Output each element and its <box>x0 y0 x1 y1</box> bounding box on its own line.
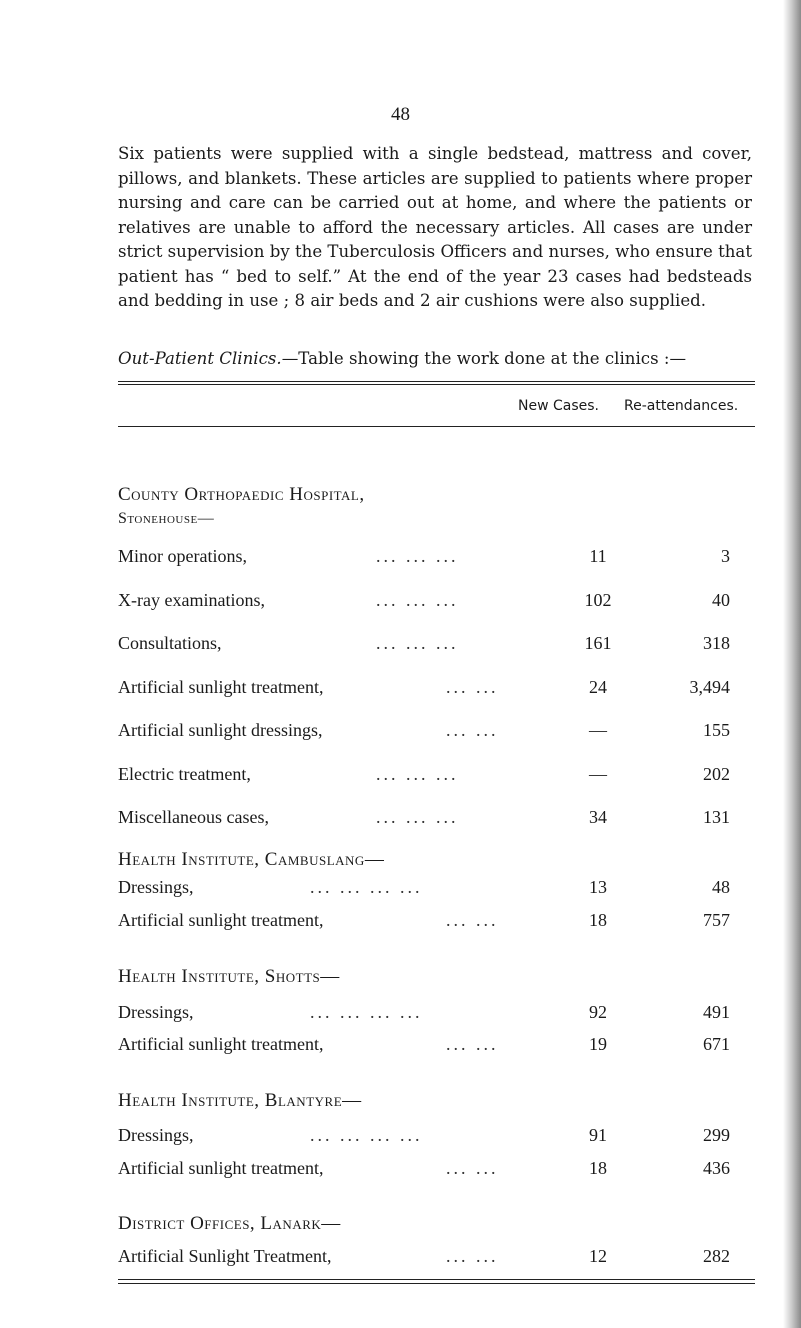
new-cases-value: 11 <box>589 546 607 566</box>
new-cases-value: 12 <box>589 1246 607 1266</box>
leader-dots: ... ... ... ... <box>310 877 423 897</box>
leader-dots: ... ... ... <box>376 633 459 653</box>
table-row <box>118 590 758 614</box>
re-attendances-value: 318 <box>703 633 730 653</box>
re-attendances-value: 40 <box>712 590 730 610</box>
table-row <box>118 546 758 570</box>
new-cases-value: 19 <box>589 1034 607 1054</box>
new-cases-value: 92 <box>589 1002 607 1022</box>
header-rule <box>118 426 755 427</box>
leader-dots: ... ... <box>446 720 499 740</box>
leader-dots: ... ... <box>446 1246 499 1266</box>
table-top-rule-2 <box>118 384 755 385</box>
re-attendances-value: 131 <box>703 807 730 827</box>
re-attendances-value: 757 <box>703 910 730 930</box>
page-edge-shadow <box>783 0 801 1328</box>
new-cases-value: 102 <box>584 590 612 610</box>
table-row <box>118 633 758 657</box>
table-intro <box>118 349 758 368</box>
leader-dots: ... ... <box>446 910 499 930</box>
row-label: Artificial sunlight treatment, <box>118 910 324 930</box>
new-cases-value: 24 <box>589 677 607 697</box>
new-cases-value: 18 <box>589 1158 607 1178</box>
new-cases-value: 13 <box>589 877 607 897</box>
table-row <box>118 910 758 934</box>
table-row <box>118 877 758 901</box>
re-attendances-value: 671 <box>703 1034 730 1054</box>
new-cases-value: 18 <box>589 910 607 930</box>
table-row <box>118 1246 758 1270</box>
row-label: Artificial sunlight dressings, <box>118 720 323 740</box>
table-row <box>118 1034 758 1058</box>
table-row <box>118 1125 758 1149</box>
new-cases-value: — <box>589 764 607 784</box>
header-new-cases: New Cases. <box>518 398 599 414</box>
table-row <box>118 1002 758 1026</box>
table-intro-label: Out-Patient Clinics. <box>118 349 282 368</box>
re-attendances-value: 282 <box>703 1246 730 1266</box>
body-paragraph: Six patients were supplied with a single bedstead, mattress and cover, pillows, and blankets. These articles are supplied to patients where proper nursing and care can be carried out at home, and where the patients or relatives are unable to afford the necessary articles. All cases are under strict supervision by the Tuberculosis Officers and nurses, who ensure that patient has “ bed to self.” At the end of the year 23 cases had bedsteads and bedding in use ; 8 air beds and 2 air cushions were also supplied. <box>118 144 752 310</box>
re-attendances-value: 202 <box>703 764 730 784</box>
leader-dots: ... ... ... ... <box>310 1002 423 1022</box>
new-cases-value: — <box>589 720 607 740</box>
re-attendances-value: 299 <box>703 1125 730 1145</box>
leader-dots: ... ... ... <box>376 590 459 610</box>
leader-dots: ... ... <box>446 677 499 697</box>
new-cases-value: 34 <box>589 807 607 827</box>
table-row <box>118 677 758 701</box>
leader-dots: ... ... <box>446 1158 499 1178</box>
section-title: Health Institute, Cambuslang— <box>118 849 385 870</box>
section-title-line2: Stonehouse— <box>118 510 215 527</box>
row-label: Consultations, <box>118 633 222 653</box>
row-label: Miscellaneous cases, <box>118 807 269 827</box>
row-label: X-ray examinations, <box>118 590 265 610</box>
row-label: Artificial sunlight treatment, <box>118 1158 324 1178</box>
table-bottom-rule <box>118 1279 755 1280</box>
table-row <box>118 764 758 788</box>
row-label: Electric treatment, <box>118 764 251 784</box>
re-attendances-value: 3 <box>721 546 730 566</box>
section-title: Health Institute, Blantyre— <box>118 1090 362 1111</box>
leader-dots: ... ... ... <box>376 764 459 784</box>
row-label: Dressings, <box>118 877 194 897</box>
table-intro-text: —Table showing the work done at the clinics :— <box>281 349 687 368</box>
section-title: Health Institute, Shotts— <box>118 966 340 987</box>
new-cases-value: 91 <box>589 1125 607 1145</box>
re-attendances-value: 436 <box>703 1158 730 1178</box>
row-label: Dressings, <box>118 1002 194 1022</box>
leader-dots: ... ... ... <box>376 546 459 566</box>
re-attendances-value: 491 <box>703 1002 730 1022</box>
table-row <box>118 807 758 831</box>
row-label: Artificial sunlight treatment, <box>118 677 324 697</box>
table-bottom-rule-2 <box>118 1283 755 1284</box>
row-label: Minor operations, <box>118 546 247 566</box>
new-cases-value: 161 <box>584 633 612 653</box>
table-row <box>118 1158 758 1182</box>
row-label: Artificial Sunlight Treatment, <box>118 1246 332 1266</box>
header-re-attendances: Re-attendances. <box>624 398 739 414</box>
table-top-rule <box>118 381 755 382</box>
section-title: District Offices, Lanark— <box>118 1213 341 1234</box>
row-label: Dressings, <box>118 1125 194 1145</box>
leader-dots: ... ... ... <box>376 807 459 827</box>
table-row <box>118 720 758 744</box>
row-label: Artificial sunlight treatment, <box>118 1034 324 1054</box>
leader-dots: ... ... ... ... <box>310 1125 423 1145</box>
section-title: County Orthopaedic Hospital, <box>118 484 365 505</box>
re-attendances-value: 3,494 <box>689 677 730 697</box>
re-attendances-value: 155 <box>703 720 730 740</box>
page-number: 48 <box>391 104 410 125</box>
re-attendances-value: 48 <box>712 877 730 897</box>
leader-dots: ... ... <box>446 1034 499 1054</box>
